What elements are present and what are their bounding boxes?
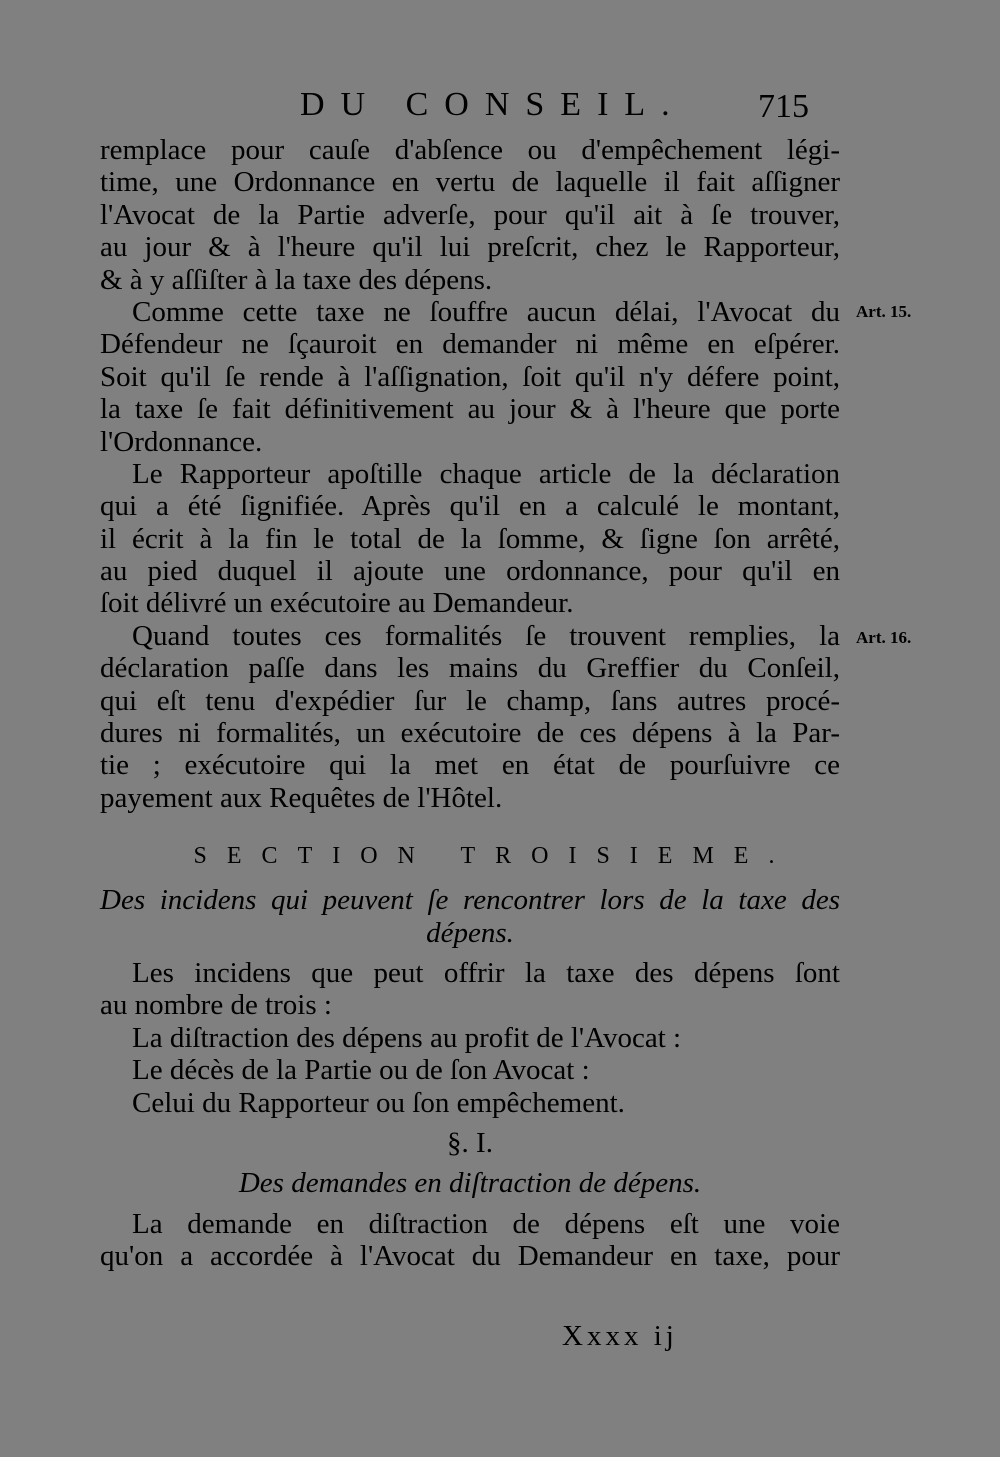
text-line: tie ; exécutoire qui la met en état de pourſuivre ce bbox=[100, 749, 840, 782]
text-line: au pied duquel il ajoute une ordonnance, pour qu'il en bbox=[100, 555, 840, 588]
text-line: qu'on a accordée à l'Avocat du Demandeur en taxe, pour bbox=[100, 1240, 840, 1273]
text-line: au nombre de trois : bbox=[100, 989, 332, 1022]
text-line: ſoit délivré un exécutoire au Demandeur. bbox=[100, 587, 574, 620]
margin-note-art-16: Art. 16. bbox=[856, 628, 912, 647]
text-line: la taxe ſe fait définitivement au jour & à l'heure que porte bbox=[100, 393, 840, 426]
section-subtitle-line: Des incidens qui peuvent ſe rencontrer lors de la taxe des bbox=[100, 884, 840, 917]
page-number: 715 bbox=[758, 88, 809, 125]
text-line: & à y aſſiſter à la taxe des dépens. bbox=[100, 263, 493, 296]
page-header bbox=[0, 86, 1000, 136]
text-line: dures ni formalités, un exécutoire de ces dépens à la Par- bbox=[100, 717, 840, 750]
text-line: Défendeur ne ſçauroit en demander ni même en eſpérer. bbox=[100, 328, 840, 361]
text-line: Les incidens que peut offrir la taxe des dépens ſont bbox=[132, 956, 840, 989]
text-line: Comme cette taxe ne ſouffre aucun délai, l'Avocat du bbox=[132, 295, 840, 328]
list-item: Le décès de la Partie ou de ſon Avocat : bbox=[132, 1054, 590, 1087]
list-item: La diſtraction des dépens au profit de l'Avocat : bbox=[132, 1021, 682, 1054]
running-head: DU CONSEIL. bbox=[300, 86, 686, 123]
text-line: au jour & à l'heure qu'il lui preſcrit, chez le Rapporteur, bbox=[100, 231, 840, 264]
text-line: Quand toutes ces formalités ſe trouvent remplies, la bbox=[132, 619, 840, 652]
text-line: l'Ordonnance. bbox=[100, 425, 263, 458]
text-line: déclaration paſſe dans les mains du Greffier du Conſeil, bbox=[100, 652, 840, 685]
paragraph-mark: §. I. bbox=[447, 1126, 493, 1159]
text-line: payement aux Requêtes de l'Hôtel. bbox=[100, 781, 503, 814]
text-line: il écrit à la fin le total de la ſomme, & ſigne ſon arrêté, bbox=[100, 522, 840, 555]
body-text bbox=[100, 134, 840, 1273]
text-line: La demande en diſtraction de dépens eſt une voie bbox=[132, 1207, 840, 1240]
margin-note-art-15: Art. 15. bbox=[856, 302, 912, 321]
text-line: qui a été ſignifiée. Après qu'il en a calculé le montant, bbox=[100, 490, 840, 523]
text-line: l'Avocat de la Partie adverſe, pour qu'il ait à ſe trouver, bbox=[100, 198, 840, 231]
text-line: Le Rapporteur apoſtille chaque article de la déclaration bbox=[132, 457, 840, 490]
section-title: SECTION TROISIEME. bbox=[193, 843, 795, 870]
text-line: Soit qu'il ſe rende à l'aſſignation, ſoit qu'il n'y défere point, bbox=[100, 360, 840, 393]
section-subtitle-line: dépens. bbox=[426, 916, 514, 949]
text-line: qui eſt tenu d'expédier ſur le champ, ſans autres procé- bbox=[100, 684, 840, 717]
list-item: Celui du Rapporteur ou ſon empêchement. bbox=[132, 1086, 625, 1119]
sub-title: Des demandes en diſtraction de dépens. bbox=[238, 1167, 702, 1200]
text-line: time, une Ordonnance en vertu de laquelle il fait aſſigner bbox=[100, 166, 840, 199]
text-line: remplace pour cauſe d'abſence ou d'empêchement légi- bbox=[100, 134, 840, 166]
signature-mark: Xxxx ij bbox=[562, 1320, 678, 1352]
